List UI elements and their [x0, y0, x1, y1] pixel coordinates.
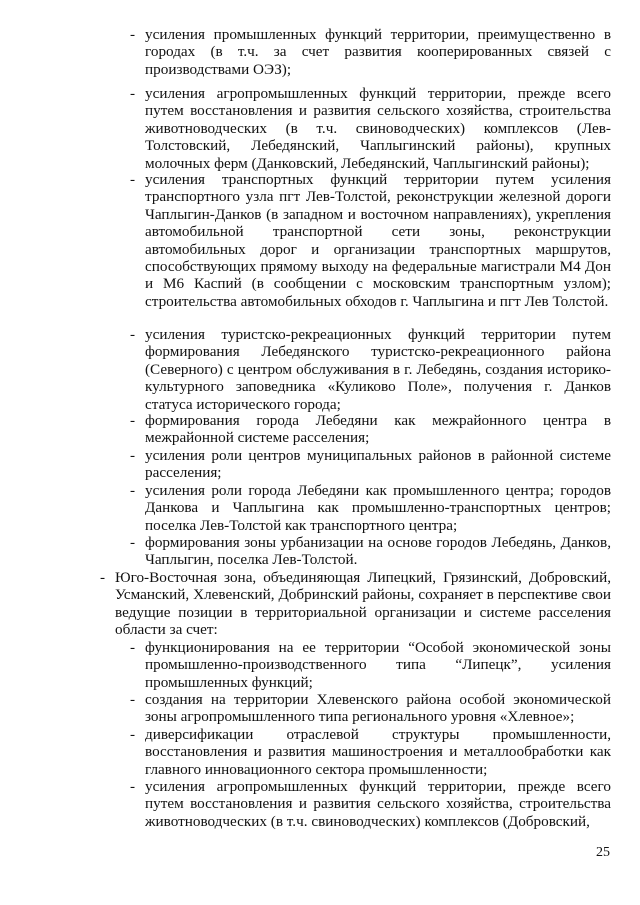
- list-item: усиления туристско-рекреационных функций территории путем формирования Лебедянского туристско-рекреационного района (Северного) с центром обслуживания в г. Лебедянь, создания историко-культурного заповедника «Куликово Поле», получения г. Данков статуса исторического города;: [145, 326, 611, 413]
- list-item: функционирования на ее территории “Особой экономической зоны промышленно-производственного типа “Липецк”, усиления промышленных функций;: [145, 639, 611, 691]
- list-item: формирования зоны урбанизации на основе городов Лебедянь, Данков, Чаплыгин, поселка Лев-Толстой.: [145, 534, 611, 569]
- list-dash: -: [100, 569, 106, 586]
- list-dash: -: [130, 171, 136, 188]
- page-number: 25: [596, 845, 610, 860]
- list-item: усиления промышленных функций территории, преимущественно в городах (в т.ч. за счет развития кооперированных связей с производствами ОЭЗ);: [145, 26, 611, 78]
- list-item: создания на территории Хлевенского района особой экономической зоны агропромышленного типа регионального уровня «Хлевное»;: [145, 691, 611, 726]
- list-item: формирования города Лебедяни как межрайонного центра в межрайонной системе расселения;: [145, 412, 611, 447]
- list-dash: -: [130, 639, 136, 656]
- list-dash: -: [130, 534, 136, 551]
- list-item: диверсификации отраслевой структуры промышленности, восстановления и развития машиностроения и металлообработки как главного инновационного сектора промышленности;: [145, 726, 611, 778]
- zone-paragraph: Юго-Восточная зона, объединяющая Липецкий, Грязинский, Добровский, Усманский, Хлевенский, Добринский районы, сохраняет в перспективе свои ведущие позиции в территориальной организации и системе расселения области за счет:: [115, 569, 611, 639]
- list-dash: -: [130, 778, 136, 795]
- list-dash: -: [130, 482, 136, 499]
- list-item: усиления роли центров муниципальных районов в районной системе расселения;: [145, 447, 611, 482]
- list-dash: -: [130, 26, 136, 43]
- list-dash: -: [130, 726, 136, 743]
- list-item: усиления транспортных функций территории путем усиления транспортного узла пгт Лев-Толстой, реконструкции железной дороги Чаплыгин-Данков (в западном и восточном направлениях), укрепления автомобильной транспортной сети зоны, реконструкции автомобильных дорог и организации транспортных маршрутов, способствующих прямому выходу на федеральные магистрали М4 Дон и М6 Каспий (в сообщении с московским транспортным узлом); строительства автомобильных обходов г. Чаплыгина и пгт Лев Толстой.: [145, 171, 611, 310]
- list-item: усиления роли города Лебедяни как промышленного центра; городов Данкова и Чаплыгина как промышленно-транспортных центров; поселка Лев-Толстой как транспортного центра;: [145, 482, 611, 534]
- list-dash: -: [130, 447, 136, 464]
- list-dash: -: [130, 326, 136, 343]
- list-item: усиления агропромышленных функций территории, прежде всего путем восстановления и развития сельского хозяйства, строительства животноводческих (в т.ч. свиноводческих) комплексов (Добровский,: [145, 778, 611, 830]
- list-dash: -: [130, 412, 136, 429]
- list-item: усиления агропромышленных функций территории, прежде всего путем восстановления и развития сельского хозяйства, строительства животноводческих (в т.ч. свиноводческих) комплексов (Лев-Толстовский, Лебедянский, Чаплыгинский районы), крупных молочных ферм (Данковский, Лебедянский, Чаплыгинский районы);: [145, 85, 611, 172]
- list-dash: -: [130, 691, 136, 708]
- list-dash: -: [130, 85, 136, 102]
